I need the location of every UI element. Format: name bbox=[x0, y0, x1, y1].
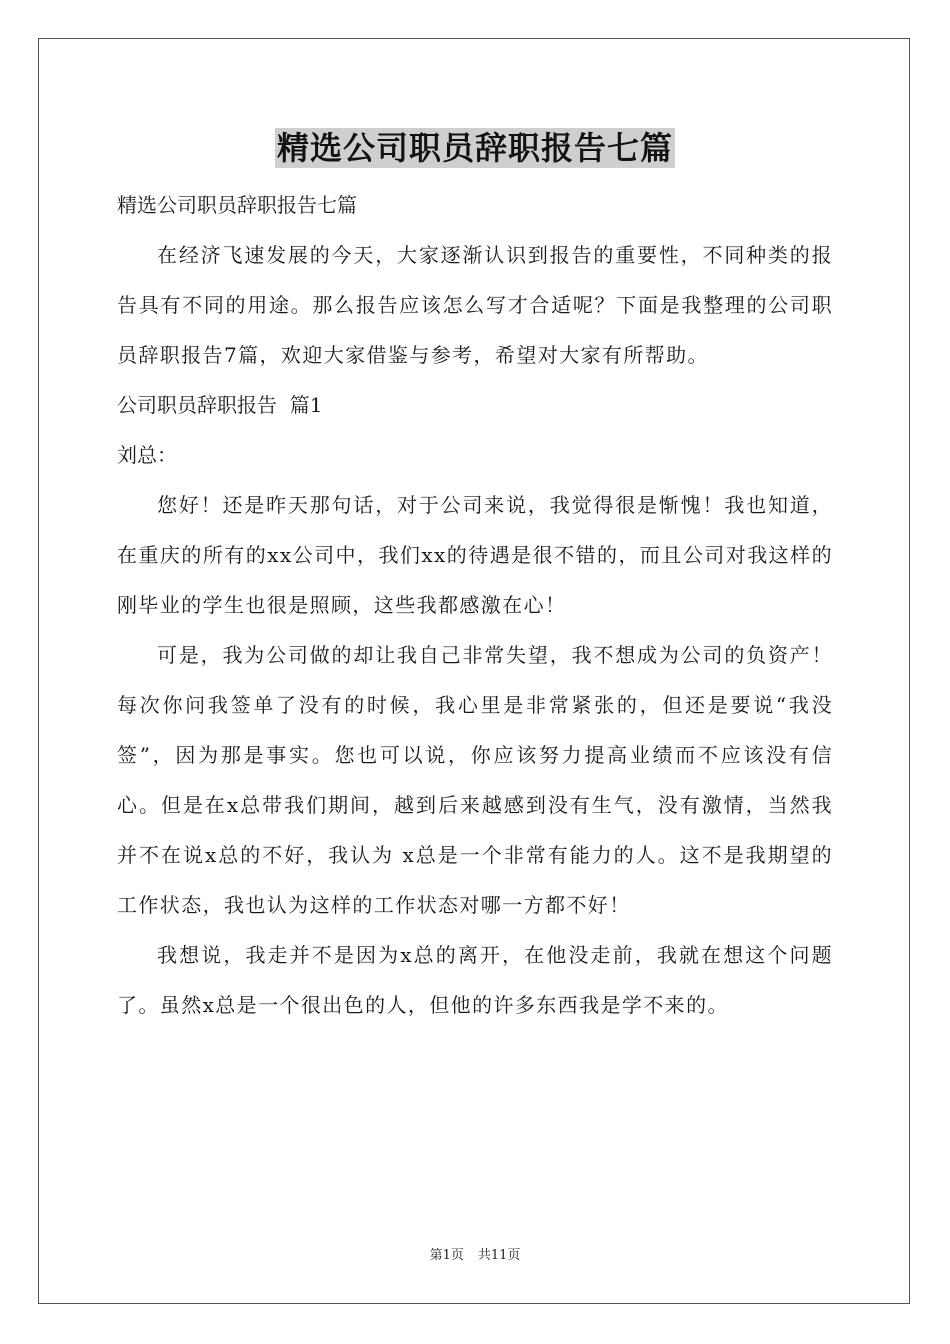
salutation: 刘总： bbox=[117, 443, 177, 467]
body-paragraph: 可是，我为公司做的却让我自己非常失望，我不想成为公司的负资产！每次你问我签单了没有的时候，我心里是非常紧张的，但还是要说“我没签”，因为那是事实。您也可以说，你应该努力提高业绩而不应该没有信心。但是在x总带我们期间，越到后来越感到没有生气，没有激情，当然我并不在说x总的不好，我认为 x总是一个非常有能力的人。这不是我期望的工作状态，我也认为这样的工作状态对哪一方都不好！ bbox=[117, 643, 833, 917]
intro-paragraph: 在经济飞速发展的今天，大家逐渐认识到报告的重要性，不同种类的报告具有不同的用途。那么报告应该怎么写才合适呢？下面是我整理的公司职员辞职报告7篇，欢迎大家借鉴与参考，希望对大家有所帮助。 bbox=[117, 243, 833, 367]
document-title: 精选公司职员辞职报告七篇 bbox=[276, 129, 673, 167]
body-paragraph: 您好！还是昨天那句话，对于公司来说，我觉得很是惭愧！我也知道，在重庆的所有的xx公司中，我们xx的待遇是很不错的，而且公司对我这样的刚毕业的学生也很是照顾，这些我都感激在心！ bbox=[117, 493, 833, 617]
document-body bbox=[117, 180, 833, 1030]
title-container bbox=[0, 128, 950, 168]
document-subtitle: 精选公司职员辞职报告七篇 bbox=[117, 193, 357, 217]
section-heading: 公司职员辞职报告 篇1 bbox=[117, 393, 323, 417]
body-paragraph: 我想说，我走并不是因为x总的离开，在他没走前，我就在想这个问题了。虽然x总是一个很出色的人，但他的许多东西我是学不来的。 bbox=[117, 943, 833, 1017]
page-total: 共11页 bbox=[477, 1248, 521, 1263]
page-footer bbox=[0, 1247, 950, 1265]
page-number: 第1页 bbox=[429, 1248, 464, 1263]
